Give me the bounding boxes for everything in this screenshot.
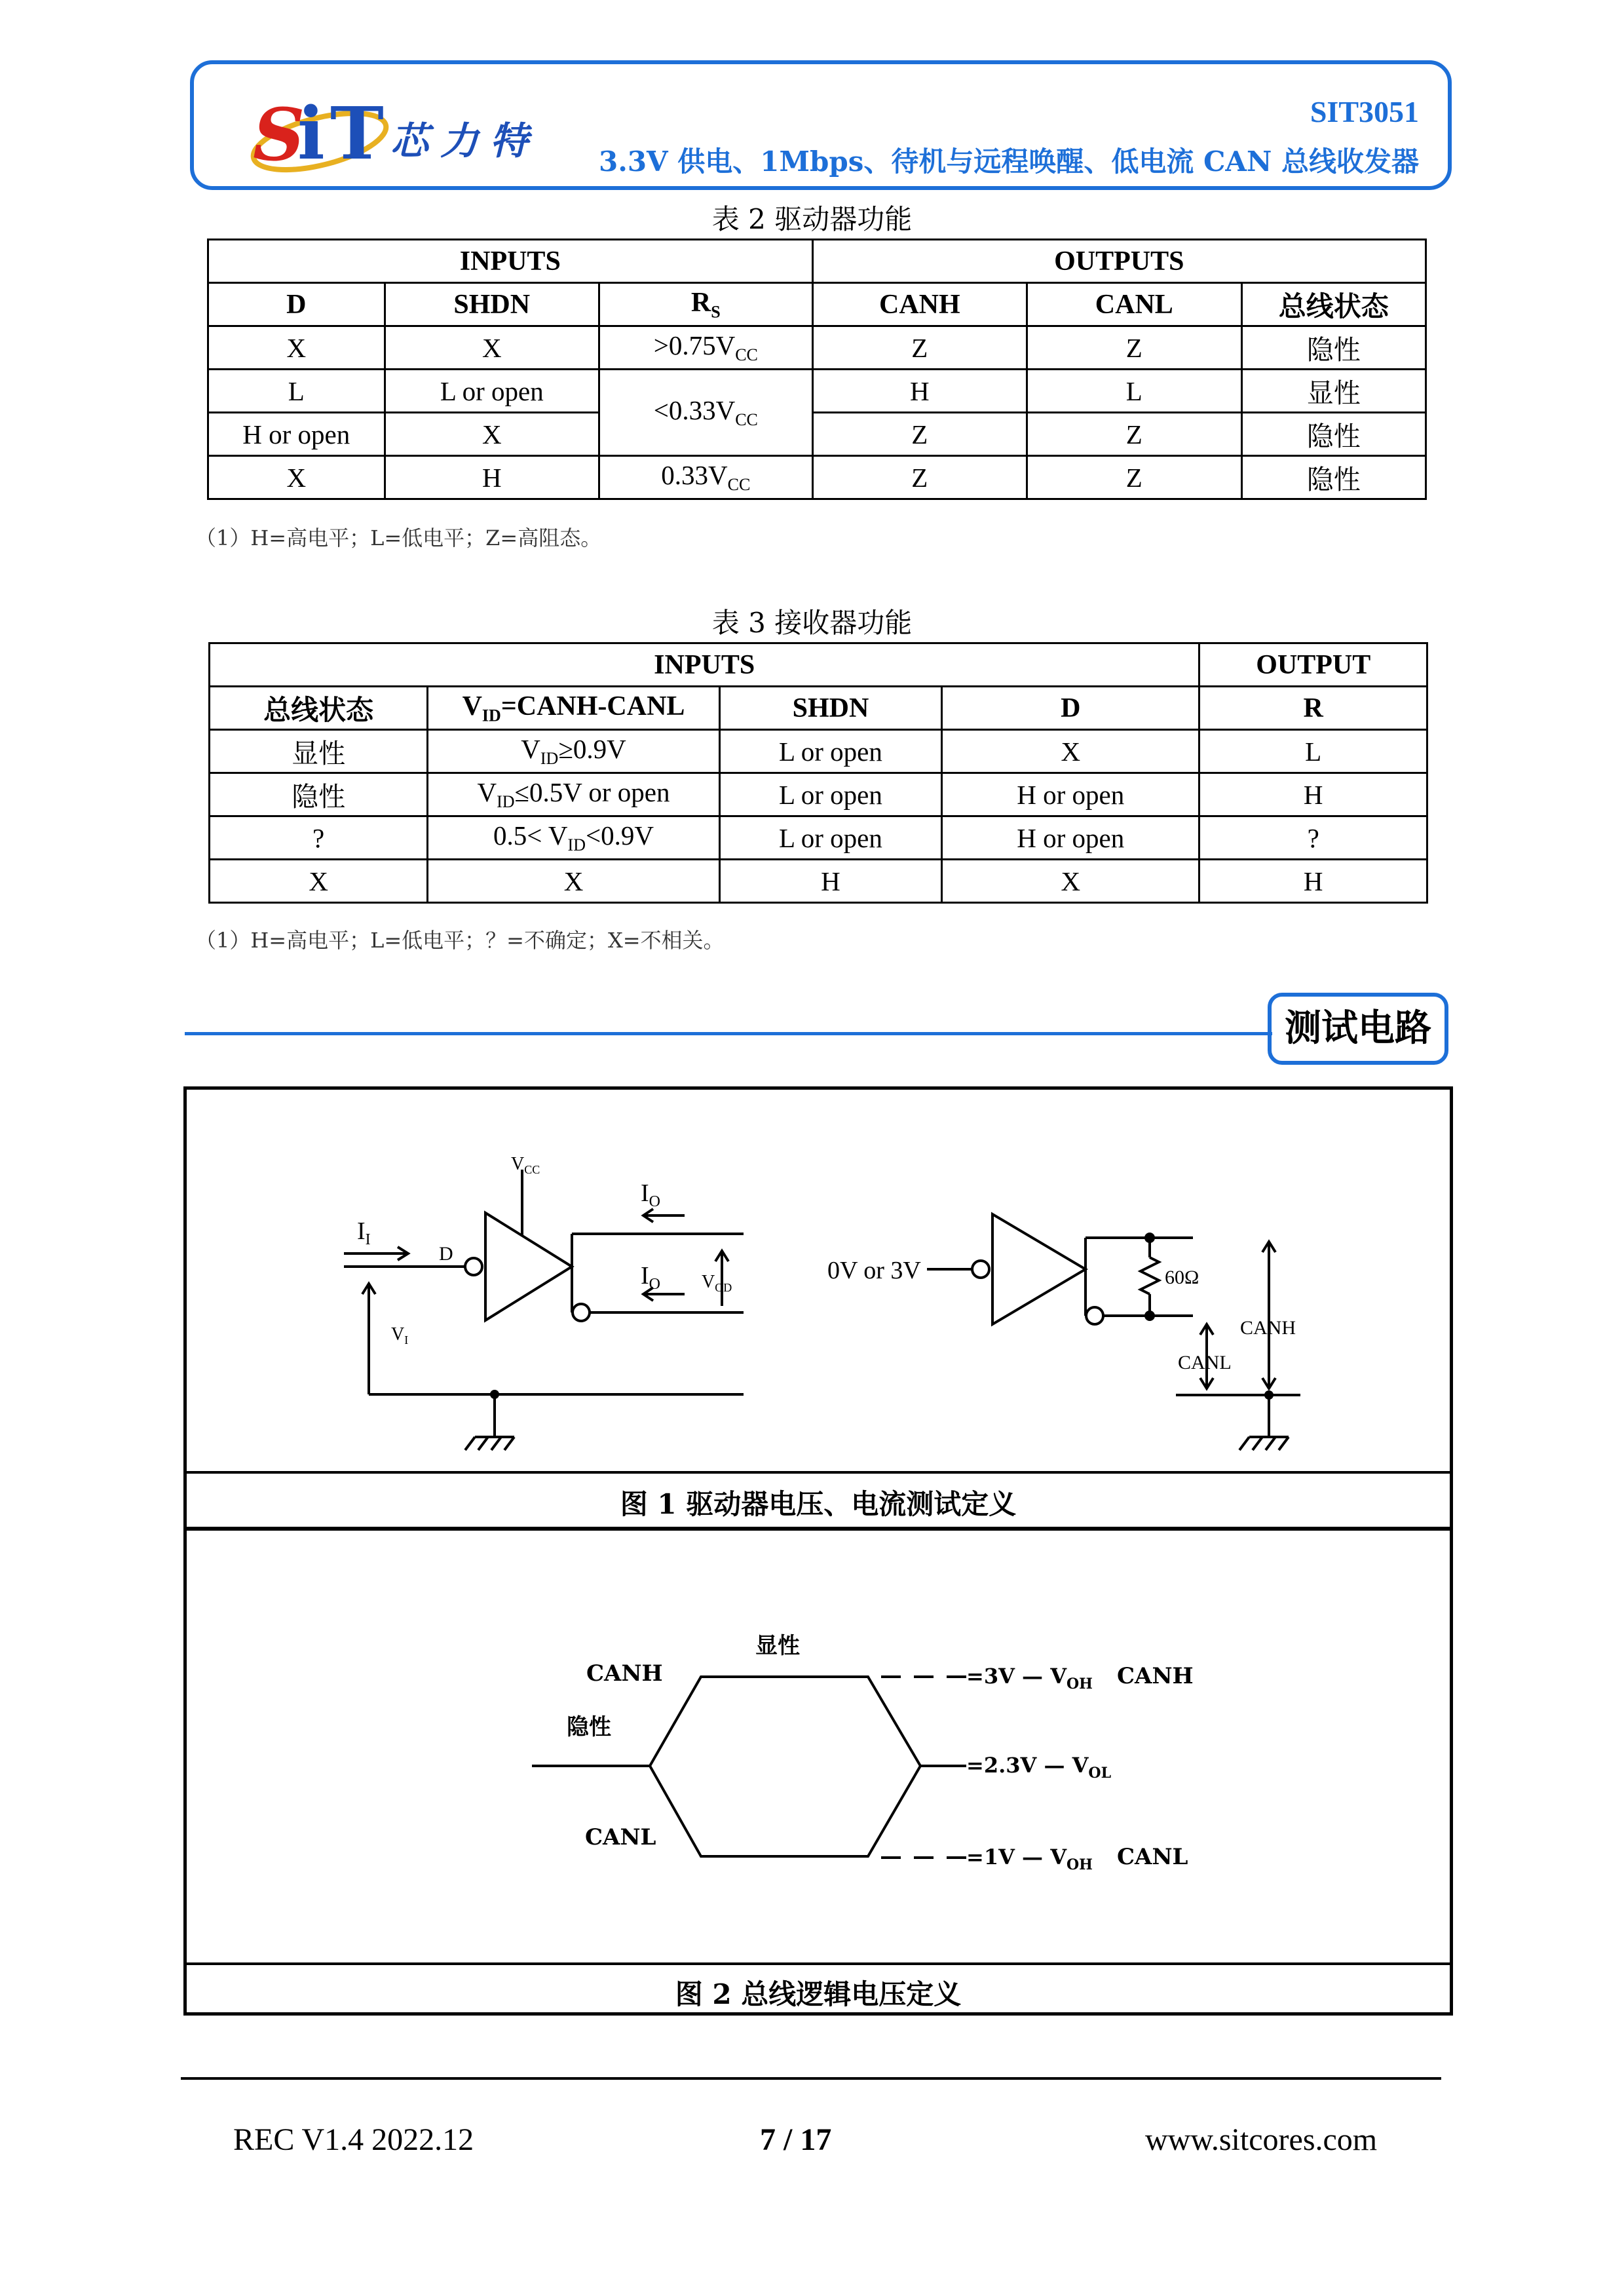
col-r: R bbox=[1199, 687, 1427, 730]
svg-text:T: T bbox=[330, 91, 384, 176]
label-canl-left: CANL bbox=[585, 1824, 656, 1850]
cell: 显性 bbox=[1241, 370, 1426, 413]
col-bus-state: 总线状态 bbox=[210, 687, 428, 730]
receiver-function-table bbox=[208, 642, 1428, 904]
footer-page-number: 7 / 17 bbox=[760, 2122, 832, 2157]
cell: 隐性 bbox=[210, 773, 428, 816]
label-resistor: 60Ω bbox=[1165, 1267, 1199, 1288]
label-io-bottom: $I_O$ bbox=[641, 1262, 660, 1293]
table-row bbox=[210, 730, 1427, 773]
cell: $V_{ID}\le 0.5V$ or open bbox=[428, 773, 719, 816]
driver-function-table bbox=[207, 239, 1427, 500]
cell: L or open bbox=[385, 370, 599, 413]
table-row bbox=[208, 370, 1426, 413]
figure2-caption: 图 2 总线逻辑电压定义 bbox=[675, 1978, 962, 2010]
col-shdn: SHDN bbox=[385, 283, 599, 326]
col-canh: CANH bbox=[812, 283, 1027, 326]
cell: X bbox=[208, 326, 385, 370]
col-rs: $R_S$ bbox=[599, 283, 813, 326]
col-vid: $V_{ID}=CANH$-CANL bbox=[428, 687, 719, 730]
table-row bbox=[208, 456, 1426, 499]
cell: H bbox=[1199, 860, 1427, 903]
cell: $V_{ID}\ge 0.9V$ bbox=[428, 730, 719, 773]
cell: X bbox=[210, 860, 428, 903]
figure1-frame bbox=[183, 1086, 1453, 1531]
cell: X bbox=[428, 860, 719, 903]
doc-subtitle: 3.3V 供电、1Mbps、待机与远程唤醒、低电流 CAN 总线收发器 bbox=[598, 145, 1419, 178]
label-canh: CANH bbox=[1240, 1317, 1296, 1339]
cell: 显性 bbox=[210, 730, 428, 773]
cell: L bbox=[208, 370, 385, 413]
cell: L or open bbox=[719, 773, 941, 816]
label-vi: $V_I$ bbox=[391, 1324, 409, 1347]
label-recessive: 隐性 bbox=[567, 1714, 611, 1740]
cell: H bbox=[719, 860, 941, 903]
cell: $0.5< V_{ID}<0.9V$ bbox=[428, 816, 719, 860]
cell: H or open bbox=[208, 413, 385, 456]
sit-logo-icon bbox=[240, 81, 397, 180]
bus-logic-voltage-diagram bbox=[187, 1530, 1450, 1962]
label-1v: =1V — $V_{OH}$ bbox=[966, 1845, 1093, 1873]
cell: X bbox=[208, 456, 385, 499]
label-canl: CANL bbox=[1178, 1352, 1232, 1373]
group-inputs: INPUTS bbox=[208, 240, 813, 283]
cell: Z bbox=[1027, 456, 1241, 499]
table-row bbox=[210, 773, 1427, 816]
label-ii: $I_I$ bbox=[357, 1217, 371, 1248]
driver-buffer-symbol bbox=[485, 1213, 572, 1320]
cell: Z bbox=[812, 456, 1027, 499]
table-row bbox=[208, 326, 1426, 370]
cell: X bbox=[942, 730, 1199, 773]
label-canh-right: CANH bbox=[1117, 1663, 1194, 1689]
driver-test-circuit-diagram bbox=[187, 1090, 1450, 1471]
footer-revision: REC V1.4 2022.12 bbox=[233, 2122, 474, 2157]
group-outputs: OUTPUTS bbox=[812, 240, 1426, 283]
col-d: D bbox=[942, 687, 1199, 730]
cell: X bbox=[385, 413, 599, 456]
doc-model: SIT3051 bbox=[1310, 95, 1419, 128]
brand-name: 芯力特 bbox=[390, 119, 540, 163]
svg-text:i: i bbox=[297, 91, 325, 176]
col-bus-state: 总线状态 bbox=[1241, 283, 1426, 326]
label-vod: $V_{OD}$ bbox=[702, 1272, 732, 1294]
cell: 隐性 bbox=[1241, 456, 1426, 499]
figure2-caption-divider bbox=[187, 1962, 1450, 1965]
cell: $0.33V_{CC}$ bbox=[599, 456, 813, 499]
label-input-levels: 0V or 3V bbox=[827, 1257, 921, 1284]
table2-caption: 表 2 驱动器功能 bbox=[711, 203, 913, 235]
label-d: D bbox=[439, 1243, 453, 1265]
cell: Z bbox=[812, 326, 1027, 370]
cell: L bbox=[1199, 730, 1427, 773]
table-row bbox=[208, 413, 1426, 456]
cell: ? bbox=[210, 816, 428, 860]
cell: 隐性 bbox=[1241, 326, 1426, 370]
label-canh-left: CANH bbox=[586, 1660, 663, 1687]
table-row bbox=[210, 860, 1427, 903]
cell: H or open bbox=[942, 773, 1199, 816]
cell: $<0.33V_{CC}$ bbox=[599, 370, 813, 456]
footer-url: www.sitcores.com bbox=[1145, 2122, 1378, 2157]
cell: Z bbox=[1027, 326, 1241, 370]
cell: H or open bbox=[942, 816, 1199, 860]
figure1-caption: 图 1 驱动器电压、电流测试定义 bbox=[620, 1488, 1017, 1520]
table3-note: （1）H=高电平；L=低电平；？=不确定；X=不相关。 bbox=[195, 928, 725, 953]
cell: L or open bbox=[719, 816, 941, 860]
group-output: OUTPUT bbox=[1199, 643, 1427, 687]
footer-divider bbox=[181, 2077, 1441, 2080]
cell: L or open bbox=[719, 730, 941, 773]
cell: ? bbox=[1199, 816, 1427, 860]
cell: Z bbox=[812, 413, 1027, 456]
cell: H bbox=[385, 456, 599, 499]
page-header bbox=[190, 60, 1452, 190]
label-2-3v: =2.3V — $V_{OL}$ bbox=[966, 1753, 1112, 1782]
label-io-top: $I_O$ bbox=[641, 1179, 660, 1210]
col-d: D bbox=[208, 283, 385, 326]
label-canl-right: CANL bbox=[1117, 1844, 1188, 1870]
section-divider bbox=[185, 1032, 1272, 1035]
cell: H bbox=[812, 370, 1027, 413]
cell: X bbox=[942, 860, 1199, 903]
label-3v: =3V — $V_{OH}$ bbox=[966, 1664, 1093, 1693]
label-dominant: 显性 bbox=[755, 1633, 800, 1659]
table-row bbox=[210, 816, 1427, 860]
cell: L bbox=[1027, 370, 1241, 413]
table3-caption: 表 3 接收器功能 bbox=[711, 607, 913, 639]
cell: 隐性 bbox=[1241, 413, 1426, 456]
table2-note: （1）H=高电平；L=低电平；Z=高阻态。 bbox=[195, 526, 602, 550]
cell: Z bbox=[1027, 413, 1241, 456]
col-shdn: SHDN bbox=[719, 687, 941, 730]
figure2-frame bbox=[183, 1527, 1453, 2016]
svg-text:S: S bbox=[253, 92, 305, 177]
figure1-caption-divider bbox=[187, 1471, 1450, 1474]
cell: H bbox=[1199, 773, 1427, 816]
label-vcc: $V_{CC}$ bbox=[511, 1154, 540, 1176]
section-title: 测试电路 bbox=[1268, 993, 1448, 1065]
cell: $>0.75V_{CC}$ bbox=[599, 326, 813, 370]
group-inputs: INPUTS bbox=[210, 643, 1199, 687]
cell: X bbox=[385, 326, 599, 370]
col-canl: CANL bbox=[1027, 283, 1241, 326]
